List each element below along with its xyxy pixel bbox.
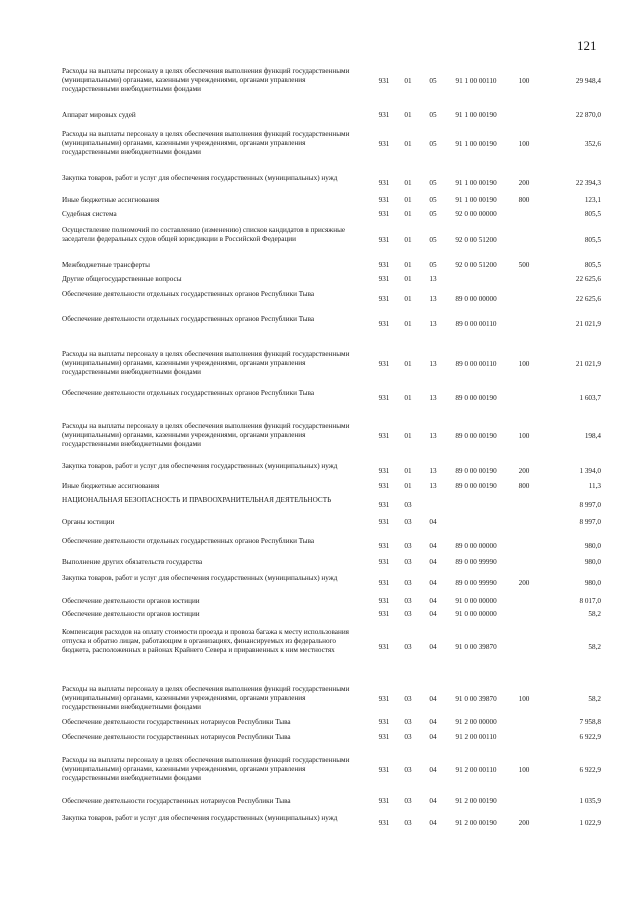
admin-code: 931 <box>378 77 390 85</box>
target-item-code: 91 1 00 00110 <box>455 77 497 85</box>
admin-code: 931 <box>378 819 390 827</box>
subsection-code: 04 <box>429 797 437 805</box>
amount: 1 603,7 <box>579 394 601 402</box>
amount: 980,0 <box>584 579 601 587</box>
admin-code: 931 <box>378 360 390 368</box>
row-description: Обеспечение деятельности органов юстиции <box>62 597 200 605</box>
section-code: 01 <box>404 140 412 148</box>
section-code: 01 <box>404 77 412 85</box>
row-description: Закупка товаров, работ и услуг для обеспечения государственных (муниципальных) нужд <box>62 462 338 470</box>
subsection-code: 04 <box>429 518 437 526</box>
admin-code: 931 <box>378 579 390 587</box>
expense-type-code: 800 <box>518 482 530 490</box>
section-code: 01 <box>404 295 412 303</box>
target-item-code: 89 0 00 00000 <box>455 295 497 303</box>
row-description: Обеспечение деятельности органов юстиции <box>62 610 200 618</box>
subsection-code: 05 <box>429 111 437 119</box>
section-code: 03 <box>404 597 412 605</box>
amount: 805,5 <box>584 210 601 218</box>
target-item-code: 91 2 00 00000 <box>455 718 497 726</box>
amount: 352,6 <box>584 140 601 148</box>
subsection-code: 13 <box>429 482 437 490</box>
admin-code: 931 <box>378 236 390 244</box>
section-code: 03 <box>404 718 412 726</box>
subsection-code: 04 <box>429 597 437 605</box>
subsection-code: 13 <box>429 275 437 283</box>
section-code: 01 <box>404 179 412 187</box>
amount: 198,4 <box>584 432 601 440</box>
admin-code: 931 <box>378 394 390 402</box>
subsection-code: 13 <box>429 360 437 368</box>
target-item-code: 89 0 00 00110 <box>455 360 497 368</box>
subsection-code: 04 <box>429 766 437 774</box>
target-item-code: 91 0 00 39870 <box>455 695 497 703</box>
amount: 58,2 <box>588 610 601 618</box>
target-item-code: 89 0 00 99990 <box>455 579 497 587</box>
expense-type-code: 200 <box>518 819 530 827</box>
target-item-code: 91 1 00 00190 <box>455 111 497 119</box>
target-item-code: 91 0 00 39870 <box>455 643 497 651</box>
target-item-code: 91 0 00 00000 <box>455 610 497 618</box>
row-description: Органы юстиции <box>62 518 115 526</box>
section-code: 03 <box>404 695 412 703</box>
row-description: Расходы на выплаты персоналу в целях обеспечения выполнения функций государственными (муниципальными) органами, казенными учреждениями, органами управления государственными внебюджетными фондами <box>62 67 350 93</box>
target-item-code: 89 0 00 99990 <box>455 558 497 566</box>
target-item-code: 92 0 00 51200 <box>455 236 497 244</box>
expense-type-code: 500 <box>518 261 530 269</box>
row-description: Обеспечение деятельности государственных нотариусов Республики Тыва <box>62 733 291 741</box>
target-item-code: 91 1 00 00190 <box>455 196 497 204</box>
row-description: НАЦИОНАЛЬНАЯ БЕЗОПАСНОСТЬ И ПРАВООХРАНИТЕЛЬНАЯ ДЕЯТЕЛЬНОСТЬ <box>62 496 332 504</box>
target-item-code: 89 0 00 00000 <box>455 542 497 550</box>
page-number: 121 <box>577 38 597 53</box>
admin-code: 931 <box>378 643 390 651</box>
admin-code: 931 <box>378 482 390 490</box>
admin-code: 931 <box>378 432 390 440</box>
target-item-code: 91 2 00 00110 <box>455 733 497 741</box>
amount: 22 394,3 <box>575 179 601 187</box>
row-description: Осуществление полномочий по составлению (изменению) списков кандидатов в присяжные заседатели федеральных судов общей юрисдикции в Российской Федерации <box>62 226 346 243</box>
amount: 58,2 <box>588 643 601 651</box>
amount: 21 021,9 <box>575 360 601 368</box>
subsection-code: 04 <box>429 643 437 651</box>
row-description: Обеспечение деятельности отдельных государственных органов Республики Тыва <box>62 315 315 323</box>
row-description: Обеспечение деятельности отдельных государственных органов Республики Тыва <box>62 389 315 397</box>
admin-code: 931 <box>378 261 390 269</box>
subsection-code: 04 <box>429 718 437 726</box>
admin-code: 931 <box>378 295 390 303</box>
admin-code: 931 <box>378 610 390 618</box>
row-description: Обеспечение деятельности отдельных государственных органов Республики Тыва <box>62 537 315 545</box>
target-item-code: 91 2 00 00110 <box>455 766 497 774</box>
admin-code: 931 <box>378 542 390 550</box>
target-item-code: 92 0 00 51200 <box>455 261 497 269</box>
amount: 22 625,6 <box>575 295 601 303</box>
section-code: 01 <box>404 236 412 244</box>
amount: 11,3 <box>588 482 601 490</box>
target-item-code: 89 0 00 00190 <box>455 394 497 402</box>
row-description: Расходы на выплаты персоналу в целях обеспечения выполнения функций государственными (муниципальными) органами, казенными учреждениями, органами управления государственными внебюджетными фондами <box>62 130 350 156</box>
expense-type-code: 100 <box>518 77 530 85</box>
amount: 1 035,9 <box>579 797 601 805</box>
row-description: Расходы на выплаты персоналу в целях обеспечения выполнения функций государственными (муниципальными) органами, казенными учреждениями, органами управления государственными внебюджетными фондами <box>62 422 350 448</box>
subsection-code: 05 <box>429 77 437 85</box>
admin-code: 931 <box>378 558 390 566</box>
amount: 8 997,0 <box>579 518 601 526</box>
amount: 805,5 <box>584 236 601 244</box>
amount: 8 017,0 <box>579 597 601 605</box>
section-code: 03 <box>404 518 412 526</box>
amount: 8 997,0 <box>579 501 601 509</box>
subsection-code: 13 <box>429 467 437 475</box>
amount: 21 021,9 <box>575 320 601 328</box>
admin-code: 931 <box>378 718 390 726</box>
admin-code: 931 <box>378 320 390 328</box>
subsection-code: 13 <box>429 320 437 328</box>
target-item-code: 91 1 00 00190 <box>455 140 497 148</box>
row-description: Закупка товаров, работ и услуг для обеспечения государственных (муниципальных) нужд <box>62 814 338 822</box>
subsection-code: 04 <box>429 579 437 587</box>
admin-code: 931 <box>378 597 390 605</box>
target-item-code: 91 2 00 00190 <box>455 797 497 805</box>
row-description: Аппарат мировых судей <box>62 111 136 119</box>
admin-code: 931 <box>378 140 390 148</box>
admin-code: 931 <box>378 275 390 283</box>
subsection-code: 04 <box>429 542 437 550</box>
expense-type-code: 200 <box>518 579 530 587</box>
target-item-code: 89 0 00 00190 <box>455 467 497 475</box>
admin-code: 931 <box>378 179 390 187</box>
row-description: Судебная система <box>62 210 117 218</box>
subsection-code: 13 <box>429 432 437 440</box>
amount: 6 922,9 <box>579 766 601 774</box>
target-item-code: 91 0 00 00000 <box>455 597 497 605</box>
section-code: 03 <box>404 797 412 805</box>
section-code: 03 <box>404 733 412 741</box>
amount: 1 394,0 <box>579 467 601 475</box>
section-code: 03 <box>404 643 412 651</box>
admin-code: 931 <box>378 518 390 526</box>
row-description: Иные бюджетные ассигнования <box>62 482 160 490</box>
row-description: Расходы на выплаты персоналу в целях обеспечения выполнения функций государственными (муниципальными) органами, казенными учреждениями, органами управления государственными внебюджетными фондами <box>62 350 350 376</box>
target-item-code: 89 0 00 00190 <box>455 432 497 440</box>
expense-type-code: 100 <box>518 766 530 774</box>
amount: 805,5 <box>584 261 601 269</box>
subsection-code: 05 <box>429 236 437 244</box>
row-description: Обеспечение деятельности государственных нотариусов Республики Тыва <box>62 718 291 726</box>
admin-code: 931 <box>378 797 390 805</box>
target-item-code: 92 0 00 00000 <box>455 210 497 218</box>
row-description: Межбюджетные трансферты <box>62 261 150 269</box>
subsection-code: 04 <box>429 610 437 618</box>
section-code: 03 <box>404 542 412 550</box>
section-code: 01 <box>404 394 412 402</box>
expense-type-code: 100 <box>518 140 530 148</box>
section-code: 03 <box>404 558 412 566</box>
subsection-code: 05 <box>429 261 437 269</box>
subsection-code: 04 <box>429 695 437 703</box>
subsection-code: 05 <box>429 140 437 148</box>
target-item-code: 89 0 00 00190 <box>455 482 497 490</box>
row-description: Закупка товаров, работ и услуг для обеспечения государственных (муниципальных) нужд <box>62 174 338 182</box>
admin-code: 931 <box>378 733 390 741</box>
subsection-code: 05 <box>429 196 437 204</box>
section-code: 03 <box>404 579 412 587</box>
amount: 980,0 <box>584 542 601 550</box>
subsection-code: 04 <box>429 733 437 741</box>
expense-type-code: 100 <box>518 432 530 440</box>
section-code: 01 <box>404 196 412 204</box>
subsection-code: 05 <box>429 179 437 187</box>
subsection-code: 04 <box>429 558 437 566</box>
subsection-code: 04 <box>429 819 437 827</box>
expense-type-code: 800 <box>518 196 530 204</box>
section-code: 01 <box>404 261 412 269</box>
amount: 58,2 <box>588 695 601 703</box>
section-code: 03 <box>404 610 412 618</box>
expense-type-code: 200 <box>518 179 530 187</box>
admin-code: 931 <box>378 210 390 218</box>
subsection-code: 05 <box>429 210 437 218</box>
admin-code: 931 <box>378 501 390 509</box>
row-description: Компенсация расходов на оплату стоимости проезда и провоза багажа к месту использования отпуска и обратно лицам, работающим в организациях, финансируемых из федерального бюджета, расположенных в районах Крайнего Севера и приравненных к ним местностях <box>62 628 349 654</box>
amount: 1 022,9 <box>579 819 601 827</box>
expense-type-code: 100 <box>518 360 530 368</box>
target-item-code: 91 1 00 00190 <box>455 179 497 187</box>
admin-code: 931 <box>378 111 390 119</box>
section-code: 01 <box>404 360 412 368</box>
row-description: Расходы на выплаты персоналу в целях обеспечения выполнения функций государственными (муниципальными) органами, казенными учреждениями, органами управления государственными внебюджетными фондами <box>62 756 350 782</box>
row-description: Обеспечение деятельности отдельных государственных органов Республики Тыва <box>62 290 315 298</box>
row-description: Другие общегосударственные вопросы <box>62 275 182 283</box>
row-description: Закупка товаров, работ и услуг для обеспечения государственных (муниципальных) нужд <box>62 574 338 582</box>
subsection-code: 13 <box>429 394 437 402</box>
admin-code: 931 <box>378 766 390 774</box>
admin-code: 931 <box>378 695 390 703</box>
target-item-code: 89 0 00 00110 <box>455 320 497 328</box>
admin-code: 931 <box>378 467 390 475</box>
amount: 980,0 <box>584 558 601 566</box>
section-code: 03 <box>404 766 412 774</box>
section-code: 01 <box>404 467 412 475</box>
row-description: Расходы на выплаты персоналу в целях обеспечения выполнения функций государственными (муниципальными) органами, казенными учреждениями, органами управления государственными внебюджетными фондами <box>62 685 350 711</box>
amount: 22 870,0 <box>575 111 601 119</box>
section-code: 03 <box>404 819 412 827</box>
amount: 29 948,4 <box>575 77 601 85</box>
section-code: 01 <box>404 111 412 119</box>
section-code: 01 <box>404 482 412 490</box>
section-code: 01 <box>404 320 412 328</box>
row-description: Обеспечение деятельности государственных нотариусов Республики Тыва <box>62 797 291 805</box>
section-code: 01 <box>404 210 412 218</box>
subsection-code: 13 <box>429 295 437 303</box>
amount: 7 958,8 <box>579 718 601 726</box>
amount: 22 625,6 <box>575 275 601 283</box>
row-description: Иные бюджетные ассигнования <box>62 196 160 204</box>
expense-type-code: 100 <box>518 695 530 703</box>
admin-code: 931 <box>378 196 390 204</box>
section-code: 03 <box>404 501 412 509</box>
target-item-code: 91 2 00 00190 <box>455 819 497 827</box>
row-description: Выполнение других обязательств государства <box>62 558 203 566</box>
amount: 6 922,9 <box>579 733 601 741</box>
section-code: 01 <box>404 432 412 440</box>
amount: 123,1 <box>584 196 601 204</box>
expense-type-code: 200 <box>518 467 530 475</box>
section-code: 01 <box>404 275 412 283</box>
